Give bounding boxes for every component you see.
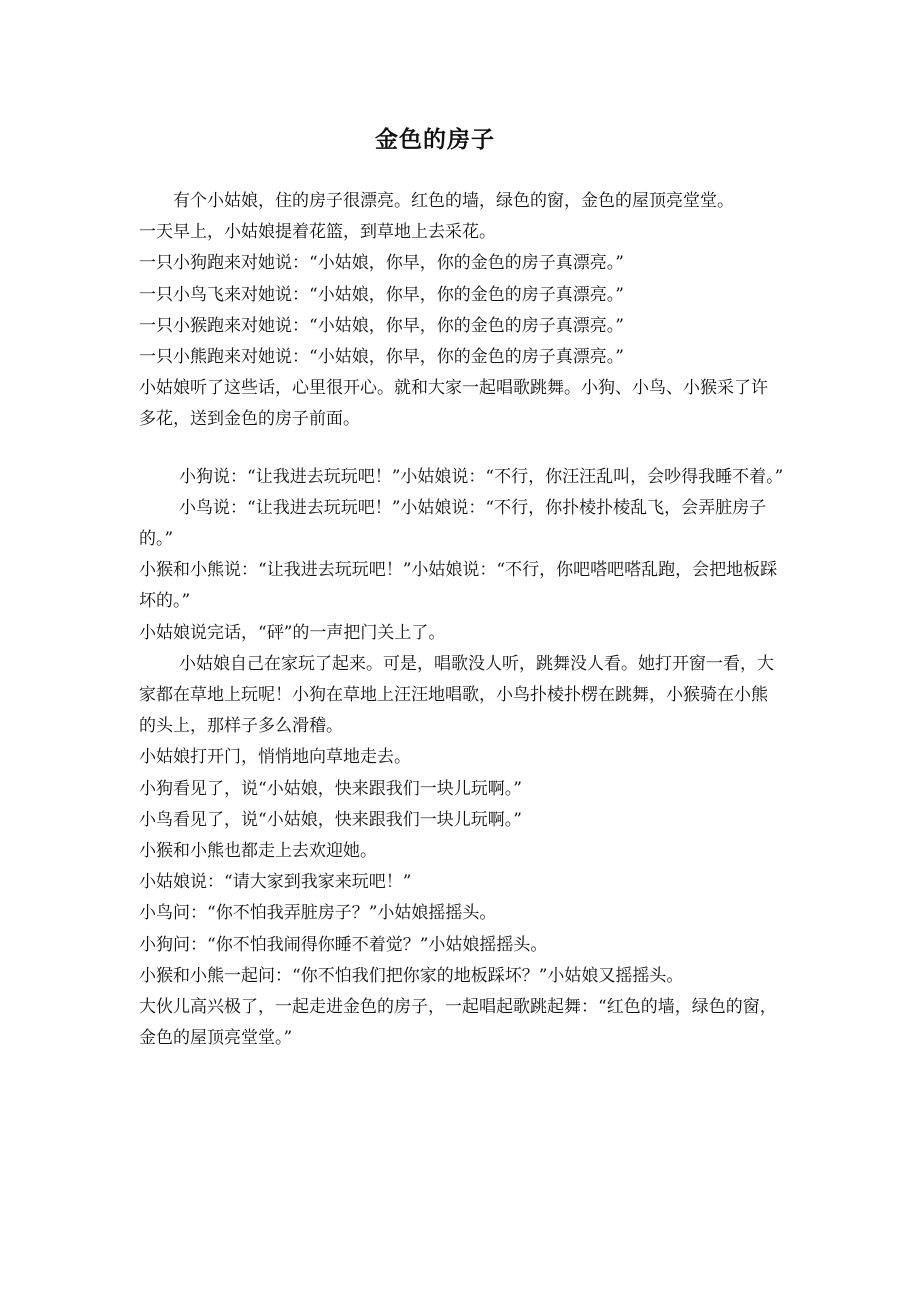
paragraph: 小狗问：“你不怕我闹得你睡不着觉？”小姑娘摇摇头。: [139, 934, 548, 955]
paragraph: 大伙儿高兴极了，一起走进金色的房子，一起唱起歌跳起舞：“红色的墙，绿色的窗，金色的屋顶亮堂堂。”: [139, 997, 777, 1049]
paragraph: 小猴和小熊也都走上去欢迎她。: [139, 841, 377, 862]
paragraph: 小鸟说：“让我进去玩玩吧！”小姑娘说：“不行，你扑棱扑棱乱飞，会弄脏房子的。”: [139, 497, 767, 550]
paragraph: 小鸟问：“你不怕我弄脏房子？”小姑娘摇摇头。: [139, 903, 497, 924]
paragraph: 小姑娘说：“请大家到我家来玩吧！”: [139, 872, 412, 893]
paragraph: 一只小猴跑来对她说：“小姑娘，你早，你的金色的房子真漂亮。”: [139, 315, 624, 336]
paragraph: 小姑娘听了这些话，心里很开心。就和大家一起唱歌跳舞。小狗、小鸟、小猴采了许多花，送到金色的房子前面。: [139, 378, 768, 430]
paragraph: 一只小鸟飞来对她说：“小姑娘，你早，你的金色的房子真漂亮。”: [139, 284, 624, 305]
paragraph: 小猴和小熊一起问：“你不怕我们把你家的地板踩坏？”小姑娘又摇摇头。: [139, 965, 684, 986]
story-body: [139, 186, 784, 1054]
paragraph-gap: [139, 436, 784, 462]
paragraph: 一只小狗跑来对她说：“小姑娘，你早，你的金色的房子真漂亮。”: [139, 253, 624, 274]
document-title: 金色的房子: [375, 126, 495, 153]
paragraph: 一天早上，小姑娘提着花篮，到草地上去采花。: [139, 222, 496, 243]
paragraph: 小姑娘说完话，“砰”的一声把门关上了。: [139, 622, 446, 643]
paragraph: 小猴和小熊说：“让我进去玩玩吧！”小姑娘说：“不行，你吧嗒吧嗒乱跑，会把地板踩坏的。”: [139, 560, 778, 612]
paragraph: 小狗看见了，说“小姑娘，快来跟我们一块儿玩啊。”: [139, 778, 522, 799]
paragraph: 小姑娘自己在家玩了起来。可是，唱歌没人听，跳舞没人看。她打开窗一看，大家都在草地上玩呢！小狗在草地上汪汪地唱歌，小鸟扑棱扑楞在跳舞，小猴骑在小熊的头上，那样子多么滑稽。: [139, 653, 774, 737]
paragraph: 小鸟看见了，说“小姑娘，快来跟我们一块儿玩啊。”: [139, 809, 522, 830]
paragraph: 一只小熊跑来对她说：“小姑娘，你早，你的金色的房子真漂亮。”: [139, 347, 624, 368]
paragraph: 有个小姑娘，住的房子很漂亮。红色的墙，绿色的窗，金色的屋顶亮堂堂。: [173, 191, 734, 211]
paragraph: 小姑娘打开门，悄悄地向草地走去。: [139, 747, 411, 768]
paragraph: 小狗说：“让我进去玩玩吧！”小姑娘说：“不行，你汪汪乱叫，会吵得我睡不着。”: [179, 466, 784, 487]
